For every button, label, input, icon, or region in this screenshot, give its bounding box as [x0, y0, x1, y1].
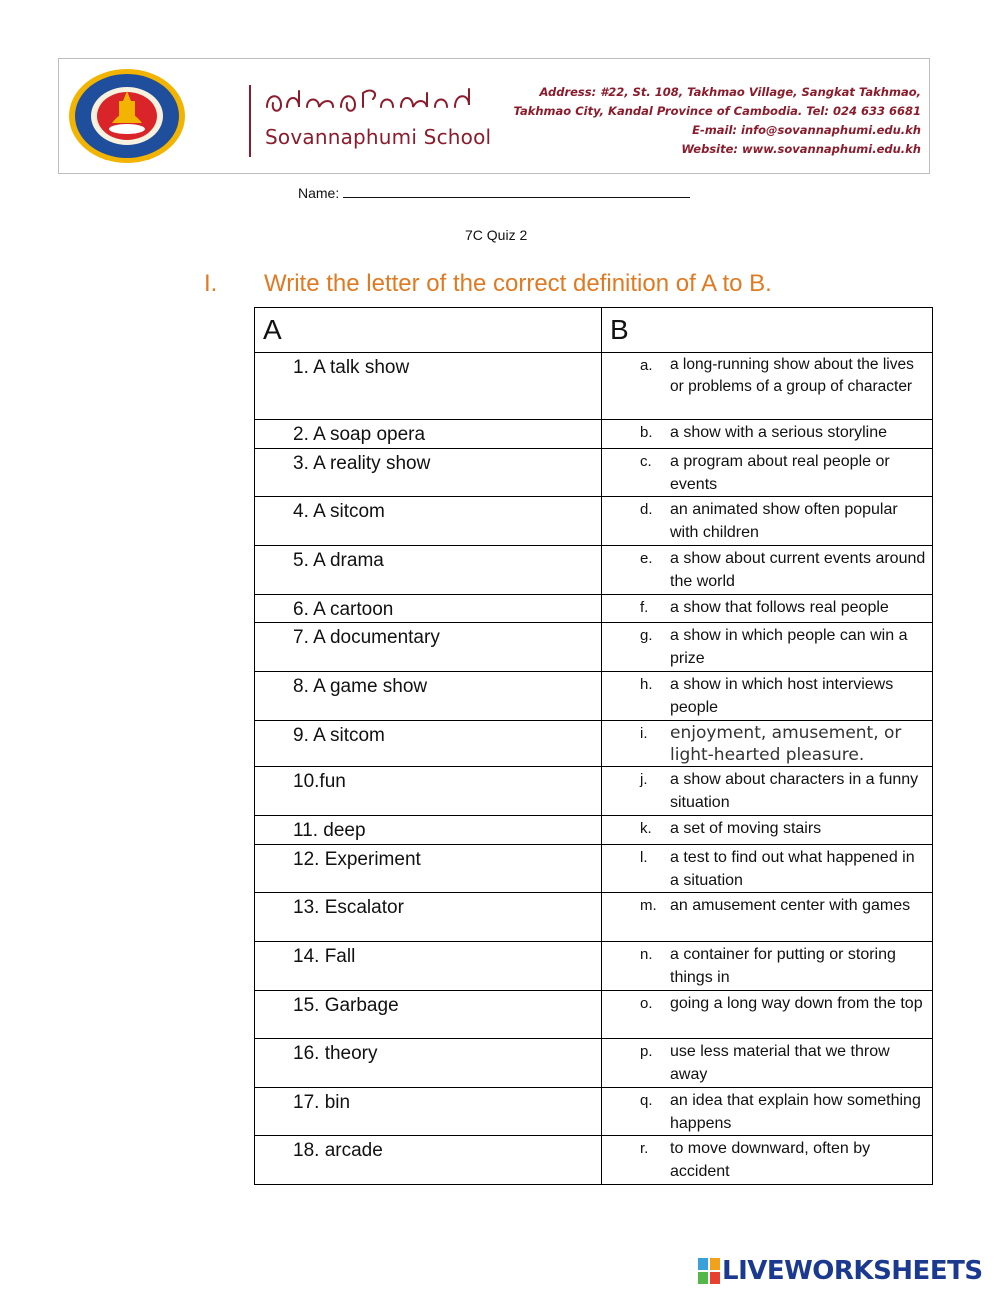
- definition-text: an animated show often popular with children: [670, 501, 898, 541]
- definition-cell: [602, 767, 933, 816]
- definition-letter: o.: [640, 995, 653, 1012]
- column-b-header: B: [602, 308, 933, 353]
- table-header-row: [255, 308, 933, 353]
- name-input-line[interactable]: [343, 184, 690, 198]
- term-cell: 2. A soap opera: [255, 420, 602, 449]
- term-cell: 10.fun: [255, 767, 602, 816]
- definition-letter: c.: [640, 453, 652, 470]
- definition-cell: [602, 595, 933, 623]
- matching-table: [254, 307, 933, 1185]
- definition-letter: j.: [640, 771, 648, 788]
- definition-cell: [602, 672, 933, 721]
- column-a-header: A: [255, 308, 602, 353]
- term-cell: 3. A reality show: [255, 449, 602, 497]
- table-row: [255, 353, 933, 420]
- definition-letter: d.: [640, 501, 653, 518]
- definition-cell: [602, 721, 933, 767]
- table-row: [255, 721, 933, 767]
- definition-letter: e.: [640, 550, 653, 567]
- liveworksheets-text: LIVEWORKSHEETS: [722, 1256, 983, 1286]
- table-row: [255, 942, 933, 991]
- table-row: [255, 623, 933, 672]
- table-row: [255, 1136, 933, 1185]
- definition-cell: [602, 845, 933, 893]
- school-seal-logo: [67, 67, 187, 165]
- term-cell: 12. Experiment: [255, 845, 602, 893]
- header-divider: [249, 85, 251, 157]
- definition-text: a test to find out what happened in a situation: [670, 849, 915, 889]
- definition-cell: [602, 893, 933, 942]
- definition-letter: g.: [640, 627, 653, 644]
- term-cell: 5. A drama: [255, 546, 602, 595]
- table-row: [255, 767, 933, 816]
- definition-text: use less material that we throw away: [670, 1043, 890, 1083]
- table-row: [255, 991, 933, 1039]
- table-row: [255, 546, 933, 595]
- table-row: [255, 420, 933, 449]
- definition-letter: h.: [640, 676, 653, 693]
- name-label: Name:: [298, 185, 340, 201]
- definition-letter: n.: [640, 946, 653, 963]
- khmer-school-name-script: [263, 79, 483, 119]
- definition-letter: m.: [640, 897, 657, 914]
- term-cell: 9. A sitcom: [255, 721, 602, 767]
- table-row: [255, 1088, 933, 1136]
- definition-letter: k.: [640, 820, 652, 837]
- definition-letter: q.: [640, 1092, 653, 1109]
- definition-text: to move downward, often by accident: [670, 1140, 871, 1180]
- definition-cell: [602, 623, 933, 672]
- section-instruction: Write the letter of the correct definition of A to B.: [264, 270, 772, 297]
- letterhead: [58, 58, 930, 174]
- term-cell: 16. theory: [255, 1039, 602, 1088]
- email-line: E-mail: info@sovannaphumi.edu.kh: [692, 123, 921, 137]
- definition-text: an idea that explain how something happens: [670, 1092, 921, 1132]
- definition-cell: [602, 816, 933, 845]
- definition-letter: f.: [640, 599, 649, 616]
- term-cell: 11. deep: [255, 816, 602, 845]
- definition-cell: [602, 942, 933, 991]
- definition-letter: b.: [640, 424, 653, 441]
- quiz-title: 7C Quiz 2: [465, 227, 528, 243]
- term-cell: 13. Escalator: [255, 893, 602, 942]
- address-line-2: Takhmao City, Kandal Province of Cambodia. Tel: 024 633 6681: [513, 104, 921, 118]
- definition-text: a show that follows real people: [670, 599, 889, 616]
- definition-cell: [602, 1039, 933, 1088]
- section-number: I.: [204, 270, 218, 297]
- term-cell: 18. arcade: [255, 1136, 602, 1185]
- school-name: Sovannaphumi School: [265, 125, 492, 149]
- definition-letter: a.: [640, 357, 653, 374]
- definition-text: an amusement center with games: [670, 897, 911, 914]
- definition-cell: [602, 546, 933, 595]
- definition-text: a show with a serious storyline: [670, 424, 887, 441]
- definition-text: going a long way down from the top: [670, 995, 923, 1012]
- term-cell: 17. bin: [255, 1088, 602, 1136]
- table-row: [255, 845, 933, 893]
- contact-info: [513, 83, 921, 159]
- table-row: [255, 1039, 933, 1088]
- definition-cell: [602, 353, 933, 420]
- table-row: [255, 449, 933, 497]
- definition-cell: [602, 991, 933, 1039]
- website-line: Website: www.sovannaphumi.edu.kh: [681, 142, 921, 156]
- term-cell: 7. A documentary: [255, 623, 602, 672]
- definition-text: a show in which people can win a prize: [670, 627, 908, 667]
- table-row: [255, 672, 933, 721]
- name-field: [298, 184, 690, 201]
- definition-cell: [602, 449, 933, 497]
- table-body: [255, 353, 933, 1185]
- definition-text: a set of moving stairs: [670, 820, 822, 837]
- definition-text: a container for putting or storing things in: [670, 946, 896, 986]
- address-line-1: Address: #22, St. 108, Takhmao Village, Sangkat Takhmao,: [539, 85, 921, 99]
- term-cell: 4. A sitcom: [255, 497, 602, 546]
- definition-text: enjoyment, amusement, or light-hearted pleasure.: [670, 723, 902, 765]
- term-cell: 8. A game show: [255, 672, 602, 721]
- table-row: [255, 816, 933, 845]
- definition-text: a program about real people or events: [670, 453, 890, 493]
- definition-text: a long-running show about the lives or problems of a group of character: [670, 356, 914, 395]
- term-cell: 1. A talk show: [255, 353, 602, 420]
- table-row: [255, 893, 933, 942]
- liveworksheets-icon: [698, 1258, 722, 1284]
- definition-letter: r.: [640, 1140, 649, 1157]
- liveworksheets-logo: [698, 1257, 983, 1285]
- definition-cell: [602, 420, 933, 449]
- definition-cell: [602, 497, 933, 546]
- table-row: [255, 595, 933, 623]
- table-row: [255, 497, 933, 546]
- term-cell: 6. A cartoon: [255, 595, 602, 623]
- term-cell: 14. Fall: [255, 942, 602, 991]
- definition-text: a show about current events around the world: [670, 550, 926, 590]
- term-cell: 15. Garbage: [255, 991, 602, 1039]
- definition-text: a show in which host interviews people: [670, 676, 894, 716]
- definition-letter: i.: [640, 725, 648, 742]
- definition-letter: l.: [640, 849, 648, 866]
- definition-cell: [602, 1088, 933, 1136]
- definition-cell: [602, 1136, 933, 1185]
- definition-text: a show about characters in a funny situation: [670, 771, 919, 811]
- definition-letter: p.: [640, 1043, 653, 1060]
